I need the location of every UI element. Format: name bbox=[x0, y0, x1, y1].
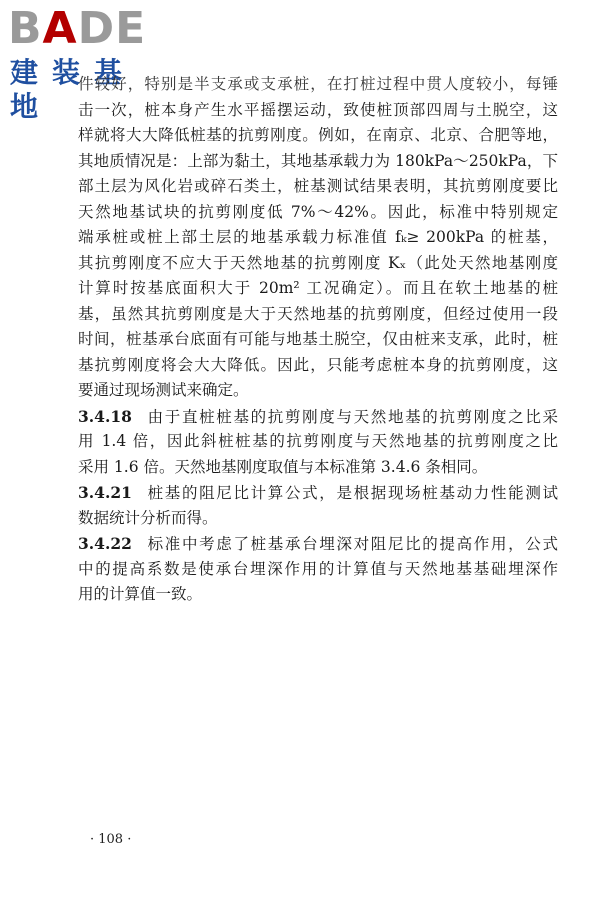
page-number: · 108 · bbox=[90, 832, 132, 847]
text-line: 件较好，特别是半支承或支承桩，在打桩过程中贯人度较小，每锤 bbox=[78, 75, 558, 93]
text-line: 中的提高系数是使承台埋深作用的计算值与天然地基基础埋深作 bbox=[78, 559, 558, 578]
text-line: 样就将大大降低桩基的抗剪刚度。例如，在南京、北京、合肥等地， bbox=[78, 126, 558, 144]
text-line: 基，虽然其抗剪刚度是大于天然地基的抗剪刚度，但经过使用一段 bbox=[78, 304, 558, 323]
logo-subtitle: 建装基地 bbox=[10, 56, 137, 123]
text-line: 部土层为风化岩或碎石类土，桩基测试结果表明，其抗剪刚度要比 bbox=[78, 177, 558, 195]
text-line: 其地质情况是：上部为黏土，其地基承载力为 180kPa～250kPa，下 bbox=[78, 151, 558, 170]
text-line: 计算时按基底面积大于 20m² 工况确定）。而且在软土地基的桩 bbox=[78, 279, 558, 297]
text-line: 基抗剪刚度将会大大降低。因此，只能考虑桩本身的抗剪刚度，这 bbox=[78, 355, 558, 374]
clause-number: 3.4.18 bbox=[78, 406, 132, 426]
text-line: 要通过现场测试来确定。 bbox=[78, 381, 249, 399]
logo-wordmark: BADE bbox=[8, 3, 147, 54]
clause-number: 3.4.22 bbox=[78, 534, 132, 553]
clause-3-4-21 bbox=[78, 480, 558, 531]
text-line: 3.4.21 桩基的阻尼比计算公式，是根据现场桩基动力性能测试 bbox=[78, 483, 558, 502]
text-line: 击一次，桩本身产生水平摇摆运动，致使桩顶部四周与土脱空，这 bbox=[78, 100, 558, 119]
text-line: 采用 1.6 倍。天然地基刚度取值与本标准第 3.4.6 条相同。 bbox=[78, 457, 488, 476]
clause-3-4-18 bbox=[78, 404, 558, 481]
text-line: 数据统计分析而得。 bbox=[78, 508, 218, 527]
page-body bbox=[78, 72, 558, 608]
text-line: 端承桩或桩上部土层的地基承载力标准值 fₖ≥ 200kPa 的桩基， bbox=[78, 228, 558, 246]
text-line: 时间，桩基承台底面有可能与地基土脱空，仅由桩来支承，此时，桩 bbox=[78, 330, 558, 348]
text-line: 3.4.22 标准中考虑了桩基承台埋深对阻尼比的提高作用，公式 bbox=[78, 534, 558, 553]
text-line: 用 1.4 倍，因此斜桩桩基的抗剪刚度与天然地基的抗剪刚度之比 bbox=[78, 432, 558, 450]
clause-number: 3.4.21 bbox=[78, 483, 132, 502]
clause-3-4-22 bbox=[78, 531, 558, 608]
text-line: 3.4.18 由于直桩桩基的抗剪刚度与天然地基的抗剪刚度之比采 bbox=[78, 406, 558, 426]
paragraph-intro bbox=[78, 72, 558, 404]
text-line: 天然地基试块的抗剪刚度低 7%～42%。因此，标准中特别规定 bbox=[78, 202, 558, 221]
text-line: 用的计算值一致。 bbox=[78, 585, 203, 603]
text-line: 其抗剪刚度不应大于天然地基的抗剪刚度 Kₓ（此处天然地基刚度 bbox=[78, 253, 558, 272]
